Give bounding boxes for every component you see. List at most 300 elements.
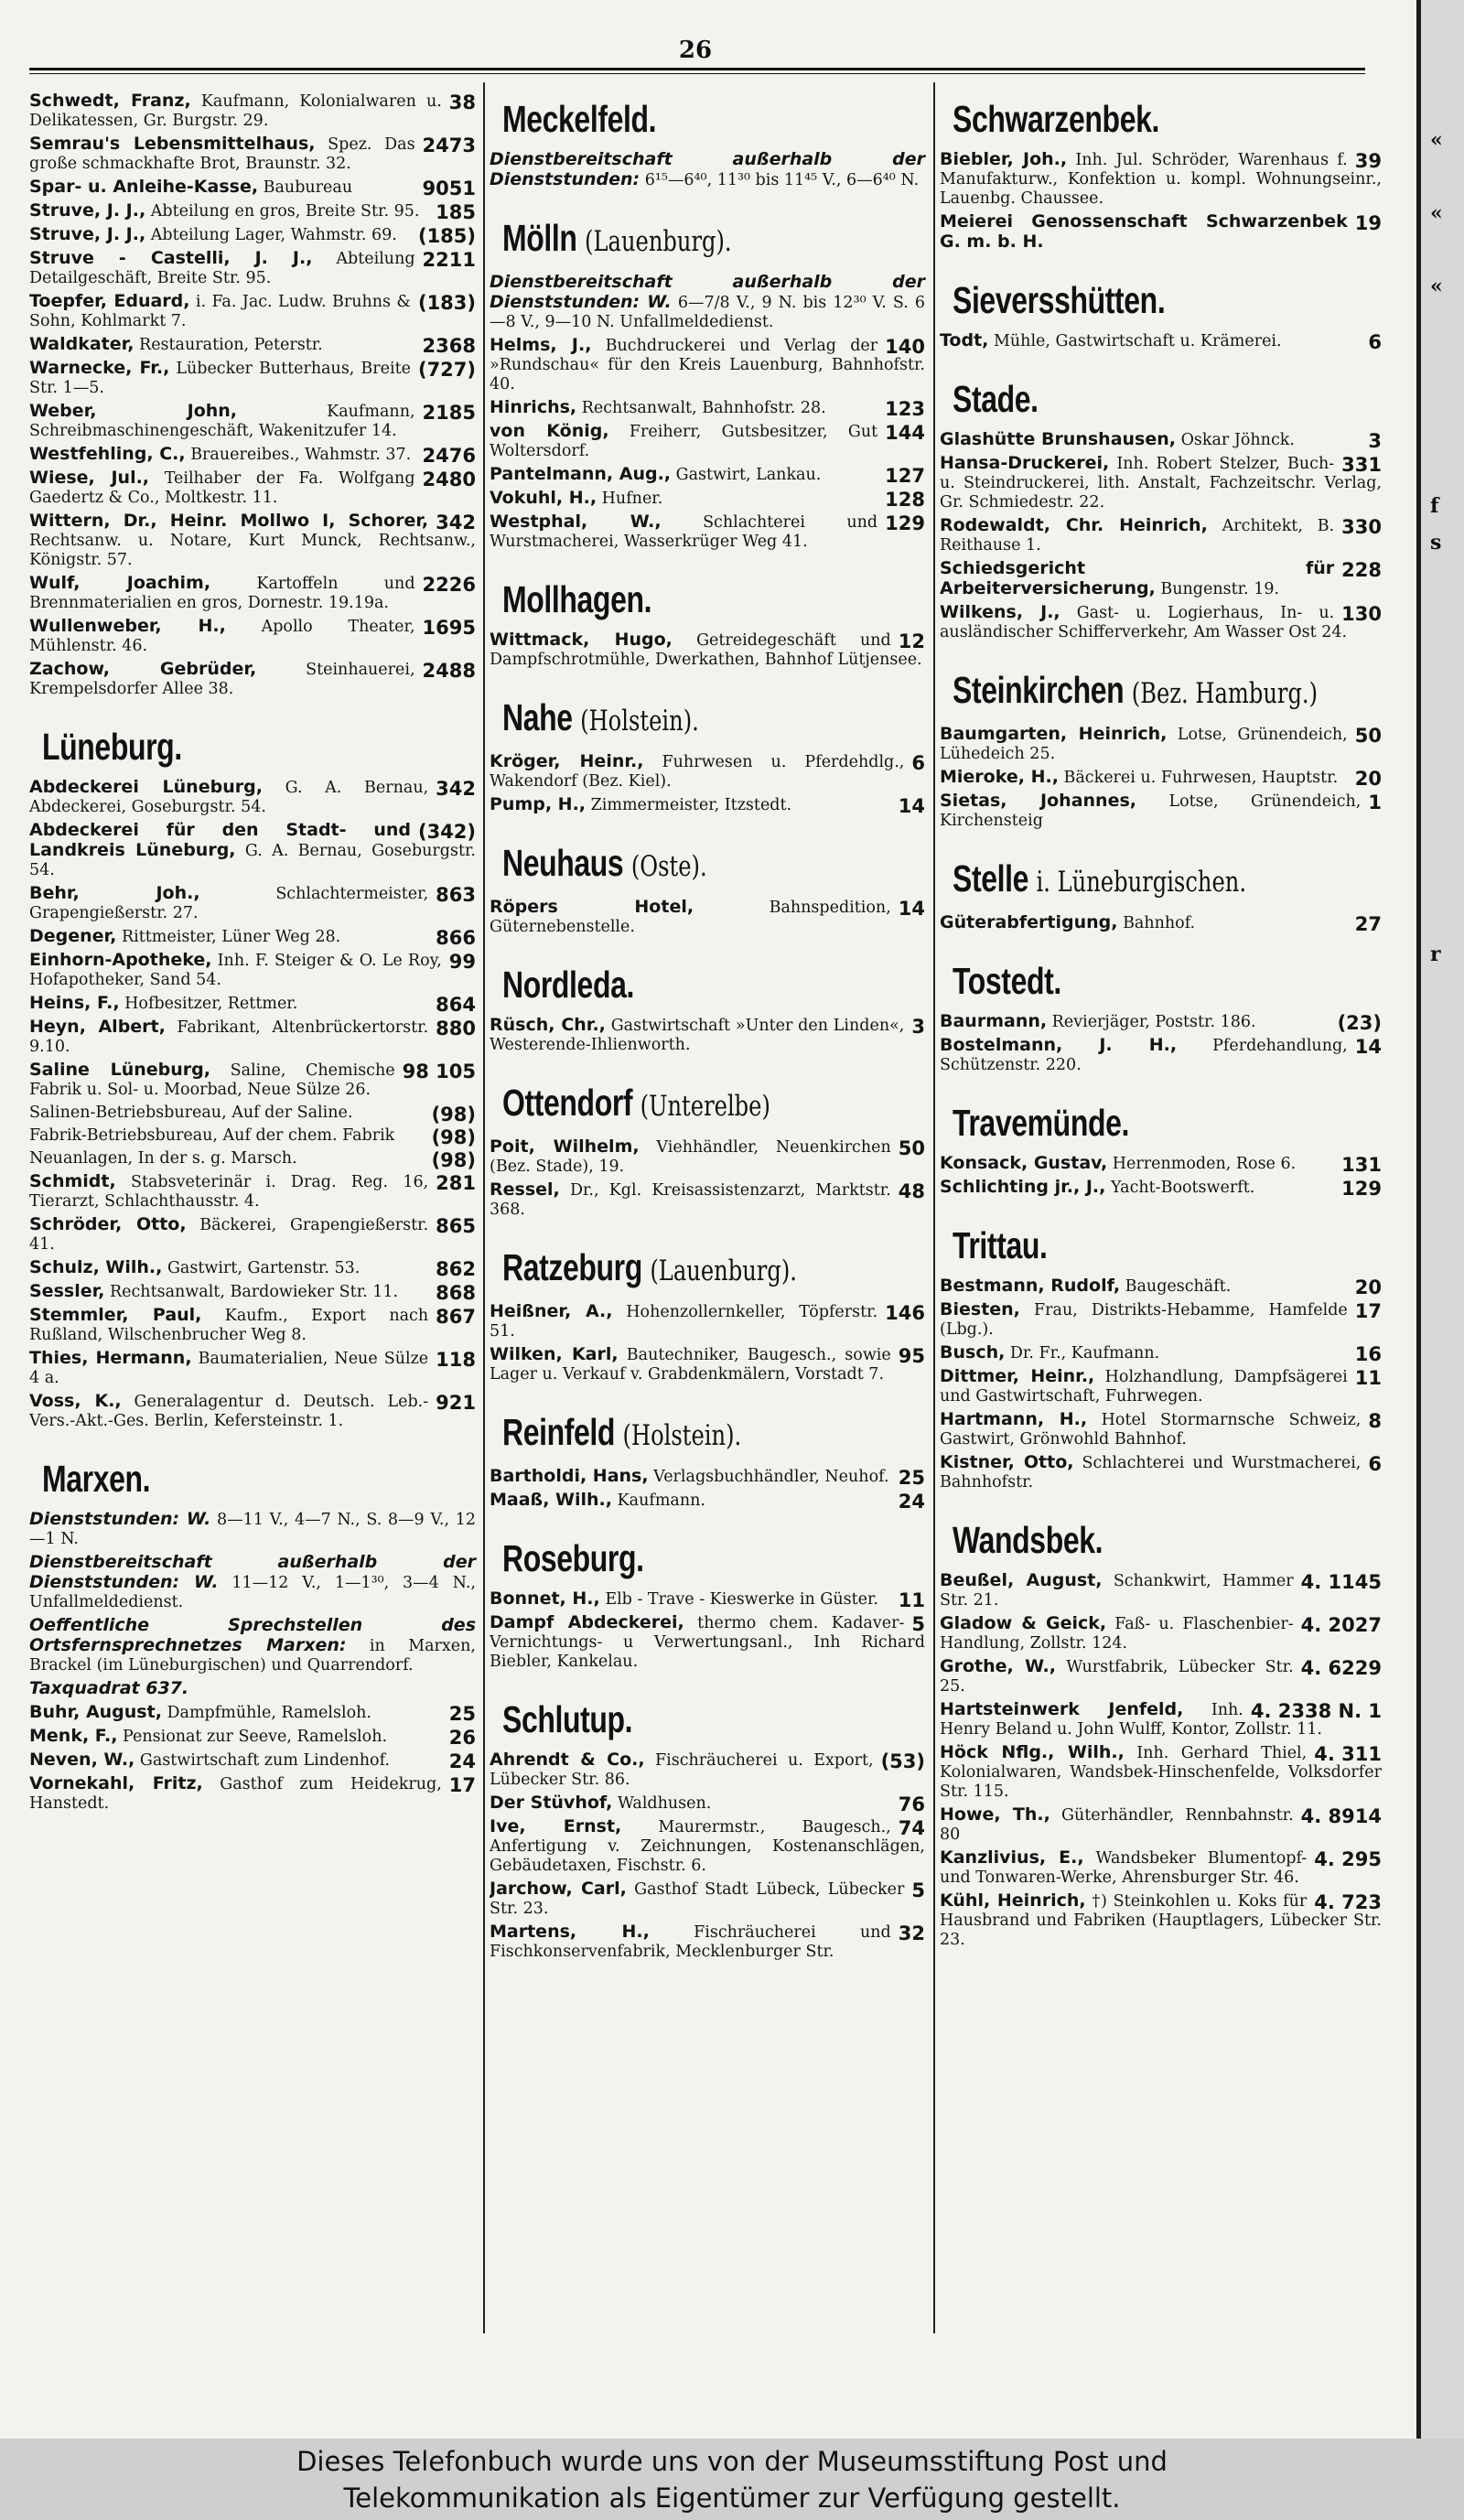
subscriber-name: Biebler, Joh., [940,149,1068,169]
directory-entry [29,1774,478,1814]
subscriber-details: Maurermstr., Baugesch., Anfertigung v. Zeichnungen, Kostenanschlägen, Gebäudetaxen, Fischstr. 6. [490,1818,925,1875]
town-section [490,677,927,819]
subscriber-name: Bonnet, H., [490,1588,600,1609]
town-heading-region: (Bez. Hamburg.) [1131,677,1319,710]
town-section [940,1082,1383,1201]
subscriber-name: Todt, [940,330,989,350]
margin-fragment: « [1430,275,1443,298]
phone-number: 146 [885,1302,925,1324]
phone-number: 95 [898,1345,925,1367]
phone-number: 24 [448,1750,476,1772]
subscriber-name: Dienstbereitschaft außerhalb der Dienststunden: [490,149,925,189]
subscriber-name: Weber, John, [29,401,238,421]
subscriber-name: Schlichting jr., J., [940,1177,1106,1197]
directory-entry [490,422,927,461]
directory-entry [940,1367,1383,1406]
phone-number: (727) [417,359,476,381]
subscriber-name: Heißner, A., [490,1301,613,1321]
subscriber-details: Stabsveterinär i. Drag. Reg. 16, Tierarzt, Schlachthausstr. 4. [29,1173,429,1211]
subscriber-details: Pferdehandlung, Schützenstr. 220. [940,1037,1348,1074]
subscriber-name: Schulz, Wilh., [29,1257,163,1277]
directory-entry [940,1891,1383,1950]
subscriber-name: Schiedsgericht für Arbeiterversicherung, [940,558,1335,598]
subscriber-name: Busch, [940,1342,1006,1362]
subscriber-details: Schlachtermeister, Grapengießerstr. 27. [29,885,429,922]
town-heading-name: Steinkirchen [953,669,1125,711]
phone-number: 921 [436,1392,476,1414]
town-section [490,944,927,1059]
subscriber-details: Bäckerei, Grapengießerstr. 41. [29,1216,429,1254]
subscriber-name: Toepfer, Eduard, [29,291,190,311]
subscriber-details: Baubureau [263,178,353,197]
phone-number: 11 [898,1589,925,1611]
phone-number: (23) [1337,1012,1382,1034]
town-heading [502,1245,834,1293]
town-heading-region: (Lauenburg). [585,225,732,258]
subscriber-name: Vornekahl, Fritz, [29,1773,203,1793]
directory-entry [490,1589,927,1610]
phone-number: 342 [436,512,476,533]
subscriber-details: Rechtsanwalt, Bahnhofstr. 28. [581,399,826,417]
subscriber-details: Architekt, B. Reithause 1. [940,517,1335,555]
subscriber-name: Degener, [29,926,117,946]
phone-number: 6 [911,752,925,774]
phone-number: 140 [885,336,925,358]
directory-entry [29,1126,478,1146]
footer-line-2: Telekommunikation als Eigentümer zur Verfügung gestellt. [343,2482,1121,2514]
page-number: 26 [678,37,713,64]
town-heading [953,1223,1288,1267]
directory-entry [490,1467,927,1487]
subscriber-details: thermo chem. Kadaver-Vernichtungs- u Verwertungsanl., Inh Richard Biebler, Kankelau. [490,1614,925,1671]
phone-number: 123 [885,398,925,420]
phone-number: 4. 2027 [1300,1614,1382,1636]
directory-entry [940,331,1383,351]
subscriber-name: Baurmann, [940,1011,1048,1031]
town-heading-name: Mollhagen. [502,578,652,620]
subscriber-details: Gastwirtschaft zum Lindenhof. [139,1751,390,1770]
town-section [490,1062,927,1223]
town-heading [502,1410,834,1458]
phone-number: 880 [436,1018,476,1039]
phone-number: 48 [898,1180,925,1202]
subscriber-name: Martens, H., [490,1922,650,1942]
subscriber-details: Kartoffeln und Brennmaterialien en gros, Dornestr. 19.19a. [29,575,415,612]
town-heading-name: Roseburg. [502,1537,644,1579]
town-heading-region: i. Lüneburgischen. [1036,866,1247,899]
subscriber-details: Herrenmoden, Rose 6. [1112,1155,1297,1173]
subscriber-details: 8—11 V., 4—7 N., S. 8—9 V., 12—1 N. [29,1511,476,1548]
subscriber-name: Waldkater, [29,334,135,354]
directory-entry [940,559,1383,599]
directory-entry [29,778,478,817]
phone-number: 99 [448,951,476,973]
town-heading [953,959,1288,1003]
subscriber-details: Spez. Das große schmackhafte Brot, Braunstr. 32. [29,135,415,173]
directory-entry [490,1491,927,1511]
margin-fragment: « [1430,201,1443,225]
subscriber-details: Bungenstr. 19. [1160,580,1280,598]
subscriber-details: Gast- u. Logierhaus, In- u. ausländischer Schifferverkehr, Am Wasser Ost 24. [940,604,1348,641]
subscriber-details: Oskar Jöhnck. [1180,431,1295,449]
subscriber-name: Spar- u. Anleihe-Kasse, [29,177,259,197]
subscriber-name: Heyn, Albert, [29,1017,166,1037]
directory-entry [29,1727,478,1747]
subscriber-name: Oeffentliche Sprechstellen des Ortsfernsprechnetzes Marxen: [29,1615,476,1655]
subscriber-name: Ahrendt & Co., [490,1750,645,1770]
subscriber-details: Inh. F. Steiger & O. Le Roy, Hofapotheker, Sand 54. [29,952,442,989]
subscriber-name: Maaß, Wilh., [490,1490,612,1510]
phone-number: (183) [417,292,476,314]
subscriber-details: Kaufmann, Kolonialwaren u. Delikatessen, Gr. Burgstr. 29. [29,92,442,130]
phone-number: 863 [436,884,476,906]
directory-entry [940,1276,1383,1297]
phone-number: 14 [898,795,925,817]
directory-entry [490,1302,927,1341]
town-heading-region: (Unterelbe) [640,1090,770,1123]
footer-notice [0,2439,1464,2520]
phone-number: (185) [417,225,476,247]
subscriber-name: Helms, J., [490,335,592,355]
subscriber-name: Stemmler, Paul, [29,1305,202,1325]
service-notice [29,1679,478,1699]
subscriber-details: Mühle, Gastwirtschaft u. Krämerei. [993,332,1282,350]
subscriber-details: Abteilung en gros, Breite Str. 95. [150,202,420,221]
phone-number: 2480 [422,468,476,490]
directory-entry [29,249,478,288]
subscriber-name: Bostelmann, J. H., [940,1035,1178,1055]
subscriber-name: Güterabfertigung, [940,912,1118,932]
subscriber-name: Röpers Hotel, [490,897,694,917]
subscriber-details: Fabrikant, Altenbrückertorstr. 9.10. [29,1018,429,1056]
subscriber-name: Dienststunden: W. [29,1509,211,1529]
column-2 [490,92,927,2333]
phone-number: 6 [1368,1453,1382,1475]
subscriber-name: Ive, Ernst, [490,1816,622,1836]
phone-number: 11 [1354,1367,1382,1389]
subscriber-details: Teilhaber der Fa. Wolfgang Gaedertz & Co., Moltkestr. 11. [29,469,415,507]
subscriber-name: Dampf Abdeckerei, [490,1612,684,1632]
subscriber-details: Viehhändler, Neuenkirchen (Bez. Stade), 19. [490,1138,891,1176]
directory-entry [29,994,478,1014]
directory-entry [29,1061,478,1100]
header-rule-thin [29,73,1365,74]
town-heading-name: Stade. [953,378,1039,420]
phone-number: 862 [436,1258,476,1280]
town-heading [953,1101,1288,1145]
subscriber-name: Hinrichs, [490,397,577,417]
directory-entry [490,398,927,418]
subscriber-details: 6—7/8 V., 9 N. bis 12³⁰ V. S. 6—8 V., 9—10 N. Unfallmeldedienst. [490,294,925,331]
directory-entry [490,1750,927,1790]
town-section [940,941,1383,1079]
subscriber-name: Kröger, Heinr., [490,751,644,771]
subscriber-details: in Marxen, Brackel (im Lüneburgischen) und Quarrendorf. [29,1637,476,1675]
directory-entry [29,92,478,131]
town-section [490,823,927,941]
town-heading [953,377,1288,421]
subscriber-name: Buhr, August, [29,1702,162,1722]
town-heading-name: Schwarzenbek. [953,98,1159,140]
subscriber-name: Dienstbereitschaft außerhalb der Dienststunden: W. [29,1552,476,1592]
directory-entry [29,512,478,570]
subscriber-details: Faß- u. Flaschenbier-Handlung, Zollstr. 124. [940,1615,1294,1653]
subscriber-name: Der Stüvhof, [490,1793,613,1813]
phone-number: 1695 [422,617,476,639]
subscriber-details: Rechtsanw. u. Notare, Kurt Munck, Rechtsanw., Königstr. 57. [29,532,476,569]
phone-number: 20 [1354,768,1382,790]
subscriber-details: Inh. Robert Stelzer, Buch- u. Steindruckerei, lith. Anstalt, Fachzeitschr. Verlag, Gr. Schmiedestr. 22. [940,455,1382,512]
directory-entry [940,1571,1383,1610]
directory-entry [940,1012,1383,1032]
subscriber-details: Gastwirt, Lankau. [675,466,822,484]
subscriber-name: Zachow, Gebrüder, [29,659,257,679]
subscriber-details: i. Fa. Jac. Ludw. Bruhns & Sohn, Kohlmarkt 7. [29,293,411,330]
phone-number: 4. 723 [1314,1891,1382,1913]
subscriber-details: Restauration, Peterstr. [139,336,323,354]
phone-number: (53) [880,1750,925,1772]
phone-number: 32 [898,1922,925,1944]
town-section [940,260,1383,355]
directory-entry [940,150,1383,209]
directory-entry [940,1154,1383,1174]
subscriber-name: Konsack, Gustav, [940,1153,1108,1173]
subscriber-details: Lotse, Grünendeich, Kirchensteig [940,792,1362,830]
directory-entry [940,454,1383,512]
subscriber-name: Wittern, Dr., Heinr. Mollwo I, Schorer, [29,511,429,531]
directory-entry [29,1306,478,1345]
subscriber-name: Baumgarten, Heinrich, [940,724,1168,744]
town-heading [502,97,834,141]
subscriber-name: Behr, Joh., [29,883,200,903]
column-divider [933,82,935,2333]
subscriber-details: Buchdruckerei und Verlag der »Rundschau« für den Kreis Lauenburg, Bahnhofstr. 40. [490,337,925,393]
subscriber-name: Hartsteinwerk Jenfeld, [940,1699,1184,1719]
service-notice [490,150,927,190]
directory-entry [29,1392,478,1431]
subscriber-details: Verlagsbuchhändler, Neuhof. [653,1468,889,1486]
subscriber-details: Dr. Fr., Kaufmann. [1009,1344,1160,1362]
town-heading [502,1536,834,1580]
directory-entry [940,768,1383,788]
subscriber-name: Schmidt, [29,1171,116,1191]
directory-entry [490,1016,927,1055]
phone-number: 5 [911,1879,925,1901]
subscriber-details: Hohenzollernkeller, Töpferstr. 51. [490,1303,878,1341]
phone-number: 17 [448,1774,476,1796]
town-heading [502,841,834,888]
phone-number: 130 [1341,603,1382,625]
town-heading [502,963,834,1007]
phone-number: 185 [436,201,476,223]
subscriber-details: Steinhauerei, Krempelsdorfer Allee 38. [29,661,415,698]
subscriber-details: Apollo Theater, Mühlenstr. 46. [29,618,415,655]
subscriber-name: Struve, J. J., [29,224,146,244]
margin-fragment: « [1430,128,1443,152]
directory-entry [29,402,478,441]
directory-entry [940,913,1383,933]
subscriber-details: Schlachterei und Wurstmacherei, Wasserkrüger Weg 41. [490,513,878,551]
subscriber-name: Heins, F., [29,993,120,1013]
subscriber-name: Struve, J. J., [29,200,146,221]
town-heading-name: Ratzeburg [502,1246,642,1288]
town-section [490,1518,927,1675]
service-notice [29,1510,478,1549]
subscriber-name: Gladow & Geick, [940,1613,1107,1633]
subscriber-details: Frau, Distrikts-Hebamme, Hamfelde (Lbg.). [940,1301,1348,1339]
directory-entry [29,660,478,699]
town-heading [953,97,1288,141]
directory-entry [490,1793,927,1814]
subscriber-details: Yacht-Bootswerft. [1110,1179,1255,1197]
subscriber-details: Hofbesitzer, Rettmer. [124,995,298,1013]
subscriber-details: Revierjäger, Poststr. 186. [1051,1013,1256,1031]
phone-number: 98 105 [402,1061,476,1082]
directory-entry [29,574,478,613]
town-heading-name: Schlutup. [502,1698,633,1740]
town-heading-region: (Holstein). [580,705,699,738]
subscriber-details: Inh. Gerhard Thiel, Kolonialwaren, Wandsbek-Hinschenfelde, Volksdorfer Str. 115. [940,1744,1382,1801]
town-heading [502,695,834,743]
subscriber-details: Lotse, Grünendeich, Lühedeich 25. [940,726,1348,763]
phone-number: 9051 [422,178,476,199]
directory-entry [29,292,478,331]
phone-number: 342 [436,778,476,800]
phone-number: (98) [431,1104,476,1125]
phone-number: (98) [431,1149,476,1171]
directory-entry [940,1410,1383,1449]
phone-number: 4. 6229 [1300,1657,1382,1679]
town-heading-name: Nordleda. [502,964,634,1006]
subscriber-details: Kaufmann, Schreibmaschinengeschäft, Wakenitzufer 14. [29,403,415,440]
subscriber-details: Wurstfabrik, Lübecker Str. 25. [940,1658,1294,1696]
subscriber-details: Baugeschäft. [1125,1277,1232,1296]
subscriber-name: Grothe, W., [940,1656,1056,1676]
subscriber-name: Neven, W., [29,1750,135,1770]
subscriber-name: Mieroke, H., [940,767,1059,787]
phone-number: 331 [1341,454,1382,476]
subscriber-name: Kistner, Otto, [940,1452,1074,1472]
town-heading [502,1081,834,1128]
town-section [490,198,927,555]
directory-entry [29,951,478,990]
town-section [940,838,1383,937]
subscriber-details: Gastwirt, Gartenstr. 53. [167,1259,361,1277]
directory-entry [29,884,478,923]
directory-entry [490,795,927,815]
directory-entry [29,1172,478,1212]
phone-number: 27 [1354,913,1382,935]
directory-entry [940,212,1383,253]
subscriber-details: Dr., Kgl. Kreisassistenzarzt, Marktstr. 368. [490,1181,891,1219]
subscriber-details: Brauereibes., Wahmstr. 37. [190,446,412,464]
directory-entry [29,335,478,355]
subscriber-details: Gasthof Stadt Lübeck, Lübecker Str. 23. [490,1880,905,1918]
subscriber-details: Bautechniker, Baugesch., sowie Lager u. Verkauf v. Grabdenkmälern, Vorstadt 7. [490,1346,891,1384]
directory-entry [940,1453,1383,1492]
phone-number: 24 [898,1491,925,1513]
subscriber-name: Wulf, Joachim, [29,573,211,593]
subscriber-details: 6¹⁵—6⁴⁰, 11³⁰ bis 11⁴⁵ V., 6—6⁴⁰ N. [644,171,920,189]
subscriber-name: von König, [490,421,609,441]
directory-entry [29,821,478,880]
subscriber-name: Hartmann, H., [940,1409,1088,1429]
subscriber-details: Bäckerei u. Fuhrwesen, Hauptstr. [1063,769,1339,787]
town-section [940,1205,1383,1496]
subscriber-name: Warnecke, Fr., [29,358,170,378]
subscriber-name: Ressel, [490,1179,560,1200]
subscriber-name: Kühl, Heinrich, [940,1890,1086,1911]
directory-entry [940,1657,1383,1696]
subscriber-name: Abdeckerei für den Stadt- und Landkreis Lüneburg, [29,820,411,860]
phone-number: 50 [1354,725,1382,747]
subscriber-details: Fuhrwesen u. Pferdehdlg., Wakendorf (Bez. Kiel). [490,753,905,791]
subscriber-name: Menk, F., [29,1726,118,1746]
directory-entry [940,603,1383,642]
directory-entry [490,1345,927,1384]
directory-entry [940,1848,1383,1888]
subscriber-details: Hufner. [601,490,663,508]
subscriber-name: Wullenweber, H., [29,616,226,636]
subscriber-details: Gastwirtschaft »Unter den Linden«, Westerende-Ihlienworth. [490,1017,905,1054]
directory-entry [29,1258,478,1278]
directory-entry [490,512,927,552]
subscriber-name: Thies, Hermann, [29,1348,192,1368]
town-heading-name: Stelle [953,857,1028,899]
subscriber-details: Elb - Trave - Kieswerke in Güster. [605,1590,878,1609]
subscriber-name: Wittmack, Hugo, [490,630,673,650]
subscriber-details: G. A. Bernau, Abdeckerei, Goseburgstr. 54. [29,779,429,816]
phone-number: 16 [1354,1343,1382,1365]
subscriber-details: Rittmeister, Lüner Weg 28. [121,928,341,946]
directory-entry [490,336,927,394]
subscriber-details: Hotel Stormarnsche Schweiz, Gastwirt, Grönwohld Bahnhof. [940,1411,1362,1448]
subscriber-details: Salinen-Betriebsbureau, Auf der Saline. [29,1104,353,1122]
town-heading-name: Tostedt. [953,960,1061,1002]
directory-entry [490,1879,927,1919]
phone-number: 2368 [422,335,476,357]
town-section [29,92,478,703]
subscriber-name: Höck Nflg., Wilh., [940,1742,1125,1762]
phone-number: 865 [436,1215,476,1237]
town-heading [42,725,382,769]
subscriber-name: Kanzlivius, E., [940,1847,1084,1868]
subscriber-name: Beußel, August, [940,1570,1103,1590]
directory-entry [29,927,478,947]
subscriber-details: Fischräucherei und Fischkonservenfabrik, Mecklenburger Str. [490,1923,891,1961]
directory-entry [29,617,478,656]
column-1 [29,92,478,2333]
service-notice [29,1616,478,1675]
directory-entry [940,430,1383,450]
subscriber-details: Bahnhof. [1123,914,1196,932]
phone-number: 17 [1354,1300,1382,1322]
phone-number: 19 [1354,212,1382,234]
town-heading [953,278,1288,322]
subscriber-name: Sietas, Johannes, [940,791,1136,811]
phone-number: 127 [885,465,925,487]
directory-entry [29,1750,478,1771]
town-heading-name: Neuhaus [502,842,624,884]
directory-entry [29,1018,478,1057]
town-heading-name: Travemünde. [953,1102,1130,1144]
subscriber-details: Baumaterialien, Neue Sülze 4 a. [29,1350,429,1387]
subscriber-name: Bestmann, Rudolf, [940,1276,1121,1296]
subscriber-name: Struve - Castelli, J. J., [29,248,313,268]
subscriber-name: Rüsch, Chr., [490,1015,606,1035]
subscriber-name: Glashütte Brunshausen, [940,429,1176,449]
town-heading-name: Trittau. [953,1224,1048,1266]
